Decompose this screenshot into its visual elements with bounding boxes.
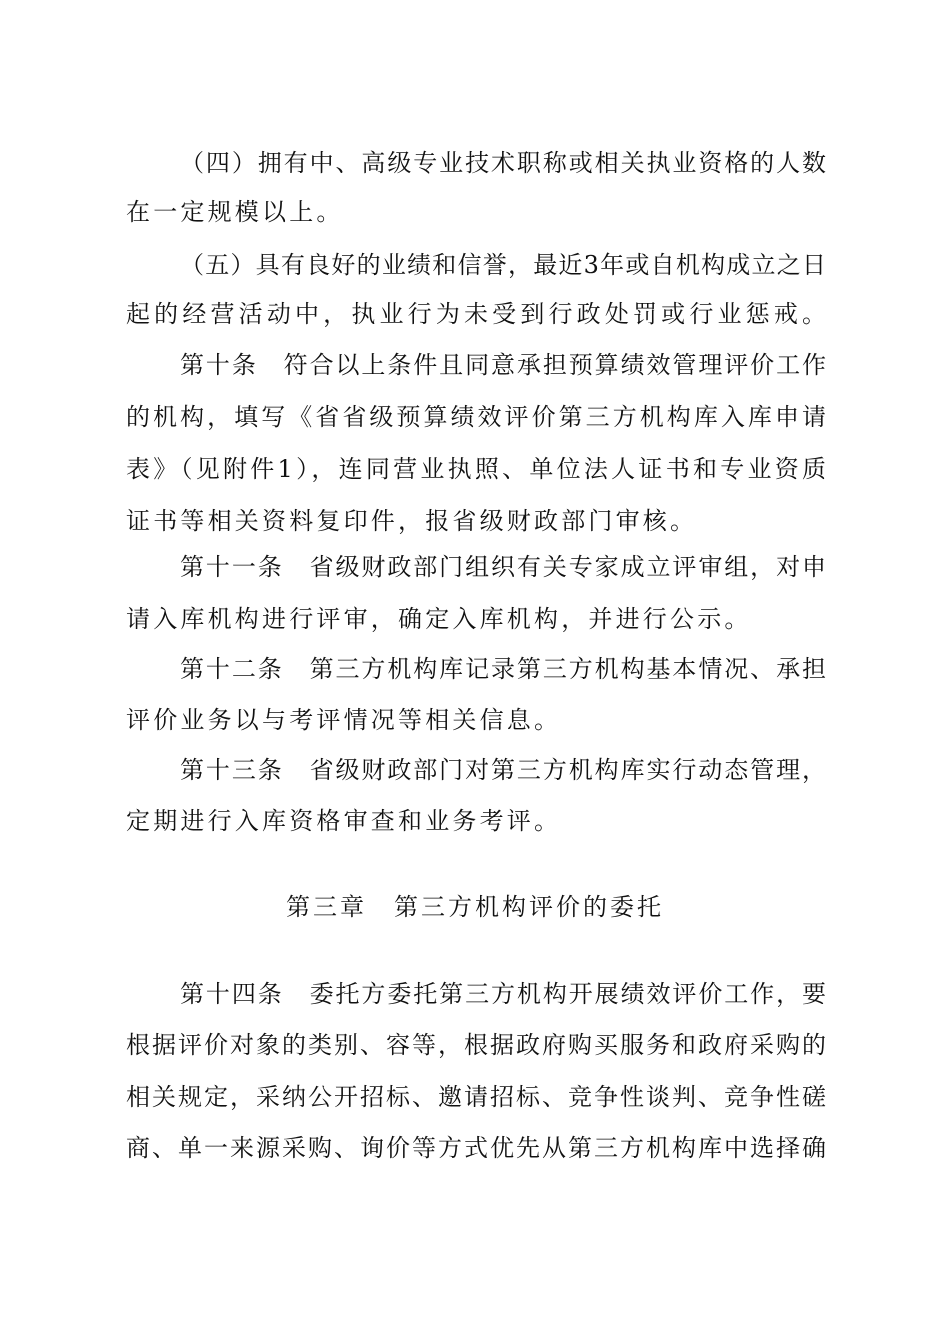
article-13-line-1: 第十三条 省级财政部门对第三方机构库实行动态管理，	[180, 756, 826, 784]
article-14-line-4: 商、单一来源采购、询价等方式优先从第三方机构库中选择确	[126, 1134, 826, 1162]
article-12-line-2: 评价业务以与考评情况等相关信息。	[126, 706, 562, 734]
article-10-line-3: 表》（见附件1），连同营业执照、单位法人证书和专业资质	[126, 455, 826, 483]
paragraph-5-line-2: 起的经营活动中，执业行为未受到行政处罚或行业惩戒。	[126, 300, 826, 328]
paragraph-4-line-2: 在一定规模以上。	[126, 198, 344, 226]
article-13-line-2: 定期进行入库资格审查和业务考评。	[126, 807, 562, 835]
article-10-line-2: 的机构，填写《省省级预算绩效评价第三方机构库入库申请	[126, 403, 826, 431]
paragraph-5-line-1: （五）具有良好的业绩和信誉，最近3年或自机构成立之日	[180, 251, 826, 279]
article-14-line-1: 第十四条 委托方委托第三方机构开展绩效评价工作，要	[180, 980, 826, 1008]
article-10-line-1: 第十条 符合以上条件且同意承担预算绩效管理评价工作	[180, 351, 826, 379]
paragraph-4-line-1: （四）拥有中、高级专业技术职称或相关执业资格的人数	[180, 149, 826, 177]
article-14-line-3: 相关规定，采纳公开招标、邀请招标、竞争性谈判、竞争性磋	[126, 1083, 826, 1111]
article-12-line-1: 第十二条 第三方机构库记录第三方机构基本情况、承担	[180, 655, 826, 683]
article-14-line-2: 根据评价对象的类别、容等，根据政府购买服务和政府采购的	[126, 1031, 826, 1059]
article-11-line-2: 请入库机构进行评审，确定入库机构，并进行公示。	[126, 605, 752, 633]
article-11-line-1: 第十一条 省级财政部门组织有关专家成立评审组，对申	[180, 553, 826, 581]
article-10-line-4: 证书等相关资料复印件，报省级财政部门审核。	[126, 507, 698, 535]
chapter-heading: 第三章 第三方机构评价的委托	[286, 893, 664, 921]
